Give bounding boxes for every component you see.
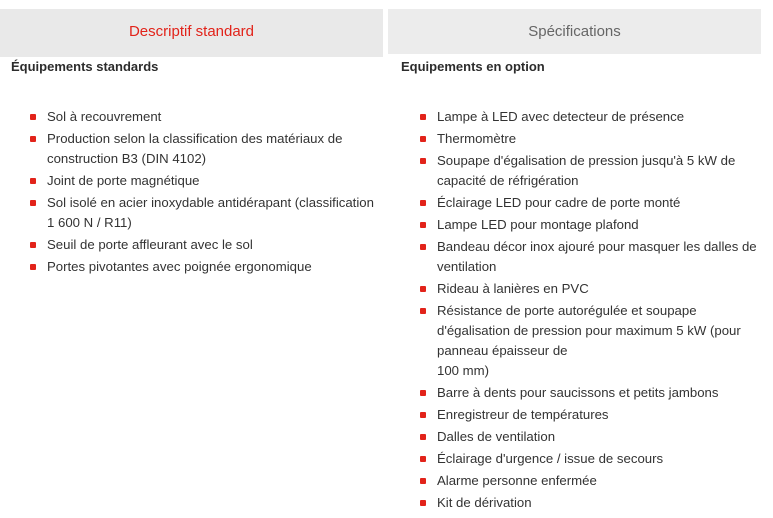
optional-equipment-column <box>401 58 771 515</box>
list-item-text: Résistance de porte autorégulée et soupape d'égalisation de pression pour maximum 5 kW (pour panneau épaisseur de <box>437 303 741 358</box>
bullet-icon <box>420 500 426 506</box>
standard-equipment-heading: Équipements standards <box>11 59 159 74</box>
list-item <box>11 107 383 127</box>
bullet-icon <box>420 158 426 164</box>
list-item <box>401 427 771 447</box>
list-item <box>401 449 771 469</box>
bullet-icon <box>420 200 426 206</box>
list-item-text: Alarme personne enfermée <box>437 473 597 488</box>
bullet-icon <box>420 136 426 142</box>
list-item <box>401 405 771 425</box>
optional-equipment-list <box>401 107 771 513</box>
bullet-icon <box>420 308 426 314</box>
list-item-text: 100 mm) <box>437 363 490 378</box>
list-item-text: Sol à recouvrement <box>47 109 162 124</box>
list-item <box>401 301 771 361</box>
standard-equipment-column <box>11 58 383 279</box>
list-item-text: Kit de dérivation <box>437 495 532 510</box>
tab-descriptif-standard[interactable] <box>0 9 383 57</box>
list-item-text: Éclairage LED pour cadre de porte monté <box>437 195 681 210</box>
list-item <box>401 107 771 127</box>
bullet-icon <box>30 178 36 184</box>
bullet-icon <box>420 434 426 440</box>
bullet-icon <box>420 478 426 484</box>
tab-specifications-label: Spécifications <box>528 23 621 40</box>
list-item <box>401 129 771 149</box>
list-item-text: Enregistreur de températures <box>437 407 609 422</box>
standard-equipment-list <box>11 107 383 277</box>
list-item <box>401 383 771 403</box>
list-item-text: Sol isolé en acier inoxydable antidérapant (classification 1 600 N / R11) <box>47 195 374 230</box>
list-item-text: Soupape d'égalisation de pression jusqu'à 5 kW de capacité de réfrigération <box>437 153 736 188</box>
list-item-text: Joint de porte magnétique <box>47 173 200 188</box>
bullet-icon <box>420 114 426 120</box>
list-item-text: Portes pivotantes avec poignée ergonomique <box>47 259 312 274</box>
list-item <box>11 193 383 233</box>
list-item-text: Seuil de porte affleurant avec le sol <box>47 237 253 252</box>
bullet-icon <box>30 264 36 270</box>
list-item <box>11 235 383 255</box>
bullet-icon <box>30 136 36 142</box>
bullet-icon <box>420 456 426 462</box>
list-item <box>401 215 771 235</box>
bullet-icon <box>420 286 426 292</box>
list-item <box>11 257 383 277</box>
list-item-text: Thermomètre <box>437 131 517 146</box>
list-item-text: Dalles de ventilation <box>437 429 556 444</box>
list-item <box>401 193 771 213</box>
bullet-icon <box>420 244 426 250</box>
list-item <box>401 361 771 381</box>
bullet-icon <box>30 114 36 120</box>
bullet-icon <box>30 200 36 206</box>
tab-specifications[interactable] <box>388 9 761 54</box>
list-item-text: Lampe LED pour montage plafond <box>437 217 639 232</box>
list-item-text: Lampe à LED avec detecteur de présence <box>437 109 685 124</box>
optional-equipment-heading: Equipements en option <box>401 59 545 74</box>
list-item <box>11 171 383 191</box>
bullet-icon <box>420 222 426 228</box>
bullet-icon <box>30 242 36 248</box>
list-item <box>401 471 771 491</box>
bullet-icon <box>420 412 426 418</box>
list-item <box>401 493 771 513</box>
bullet-icon <box>420 390 426 396</box>
list-item-text: Bandeau décor inox ajouré pour masquer les dalles de ventilation <box>437 239 757 274</box>
list-item <box>11 129 383 169</box>
list-item <box>401 151 771 191</box>
list-item-text: Éclairage d'urgence / issue de secours <box>437 451 664 466</box>
list-item-text: Production selon la classification des matériaux de construction B3 (DIN 4102) <box>47 131 343 166</box>
list-item <box>401 237 771 277</box>
tab-descriptif-standard-label: Descriptif standard <box>128 23 255 40</box>
list-item <box>401 279 771 299</box>
list-item-text: Barre à dents pour saucissons et petits jambons <box>437 385 719 400</box>
list-item-text: Rideau à lanières en PVC <box>437 281 589 296</box>
